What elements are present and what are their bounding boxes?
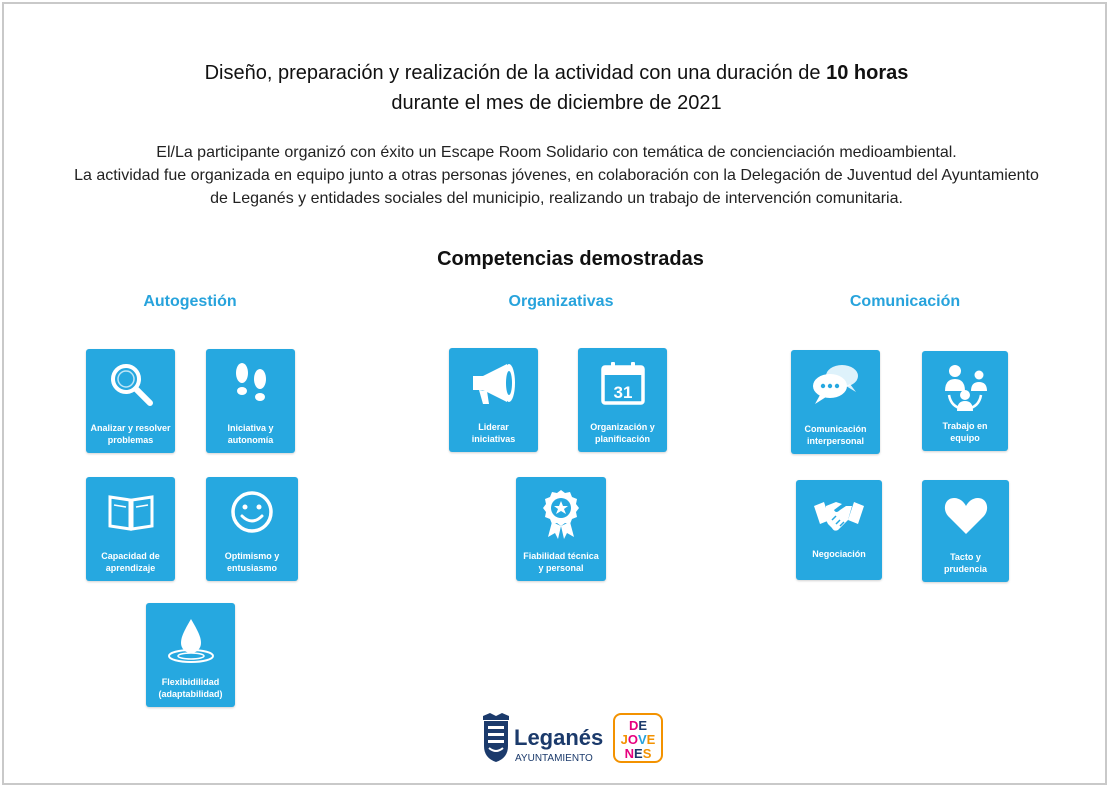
category-organizativas-title: Organizativas <box>508 293 614 310</box>
leganes-crest-icon <box>480 712 606 764</box>
activity-header-line-1 <box>0 62 1113 85</box>
duration-hours: 10 horas <box>826 62 909 84</box>
header-text: Diseño, preparación y realización de la actividad con una duración de <box>204 62 827 84</box>
team-icon <box>939 361 991 413</box>
tile-fiabilidad-tecnica-personal <box>516 477 606 581</box>
category-autogestion-title: Autogestión <box>143 293 237 310</box>
dejovenes-logo <box>613 713 663 763</box>
description-line-2: La actividad fue organizada en equipo junto a otras personas jóvenes, en colaboración con la Delegación de Juventud del Ayuntamiento <box>74 167 1039 184</box>
smiley-icon <box>227 487 277 537</box>
megaphone-icon <box>467 358 521 408</box>
competencies-title: Competencias demostradas <box>437 248 704 270</box>
activity-header-line-2: durante el mes de diciembre de 2021 <box>391 92 722 114</box>
svg-text:JOVE: JOVE <box>620 732 656 747</box>
tile-organizacion-planificacion <box>578 348 667 452</box>
leganes-ayuntamiento-logo <box>480 712 606 764</box>
tile-analizar-resolver-problemas <box>86 349 175 453</box>
tile-label: Tacto y prudencia <box>943 552 987 574</box>
tile-negociacion <box>796 480 882 580</box>
tile-trabajo-en-equipo <box>922 351 1008 451</box>
tile-label: Comunicación interpersonal <box>804 424 867 446</box>
magnifier-icon <box>106 359 156 409</box>
svg-text:NES: NES <box>624 746 652 761</box>
tile-label: Negociación <box>812 549 866 559</box>
tile-label: Flexibidilidad (adaptabilidad) <box>158 677 223 699</box>
leganes-logo-name: Leganés <box>514 725 604 750</box>
handshake-icon <box>812 490 866 540</box>
dejovenes-badge-icon <box>613 713 663 763</box>
heart-icon <box>941 490 991 540</box>
svg-text:DE: DE <box>628 718 648 733</box>
description-line-1: El/La participante organizó con éxito un Escape Room Solidario con temática de concienciación medioambiental. <box>156 144 957 161</box>
book-icon <box>106 487 156 537</box>
tile-label: Fiabilidad técnica y personal <box>523 551 599 573</box>
calendar-icon <box>598 358 648 408</box>
tile-iniciativa-autonomia <box>206 349 295 453</box>
tile-comunicacion-interpersonal <box>791 350 880 454</box>
speech-bubbles-icon <box>810 360 862 410</box>
tile-flexibilidad-adaptabilidad <box>146 603 235 707</box>
tile-liderar-iniciativas <box>449 348 538 452</box>
tile-tacto-prudencia <box>922 480 1009 582</box>
category-comunicacion-title: Comunicación <box>849 293 961 310</box>
tile-label: Analizar y resolver problemas <box>90 423 171 445</box>
leganes-logo-sub: AYUNTAMIENTO <box>515 753 593 764</box>
tile-label: Organización y planificación <box>590 422 655 444</box>
tile-label: Liderar iniciativas <box>471 422 516 444</box>
description-line-3: de Leganés y entidades sociales del municipio, realizando un trabajo de intervención comunitaria. <box>210 190 903 207</box>
tile-capacidad-aprendizaje <box>86 477 175 581</box>
tile-label: Trabajo en equipo <box>942 421 988 443</box>
tile-optimismo-entusiasmo <box>206 477 298 581</box>
tile-label: Capacidad de aprendizaje <box>101 551 160 573</box>
water-drop-icon <box>164 613 218 667</box>
footprints-icon <box>226 359 276 409</box>
award-ribbon-icon <box>536 487 586 541</box>
tile-label: Optimismo y entusiasmo <box>224 551 280 573</box>
calendar-day-number: 31 <box>613 383 632 402</box>
tile-label: Iniciativa y autonomía <box>227 423 274 445</box>
